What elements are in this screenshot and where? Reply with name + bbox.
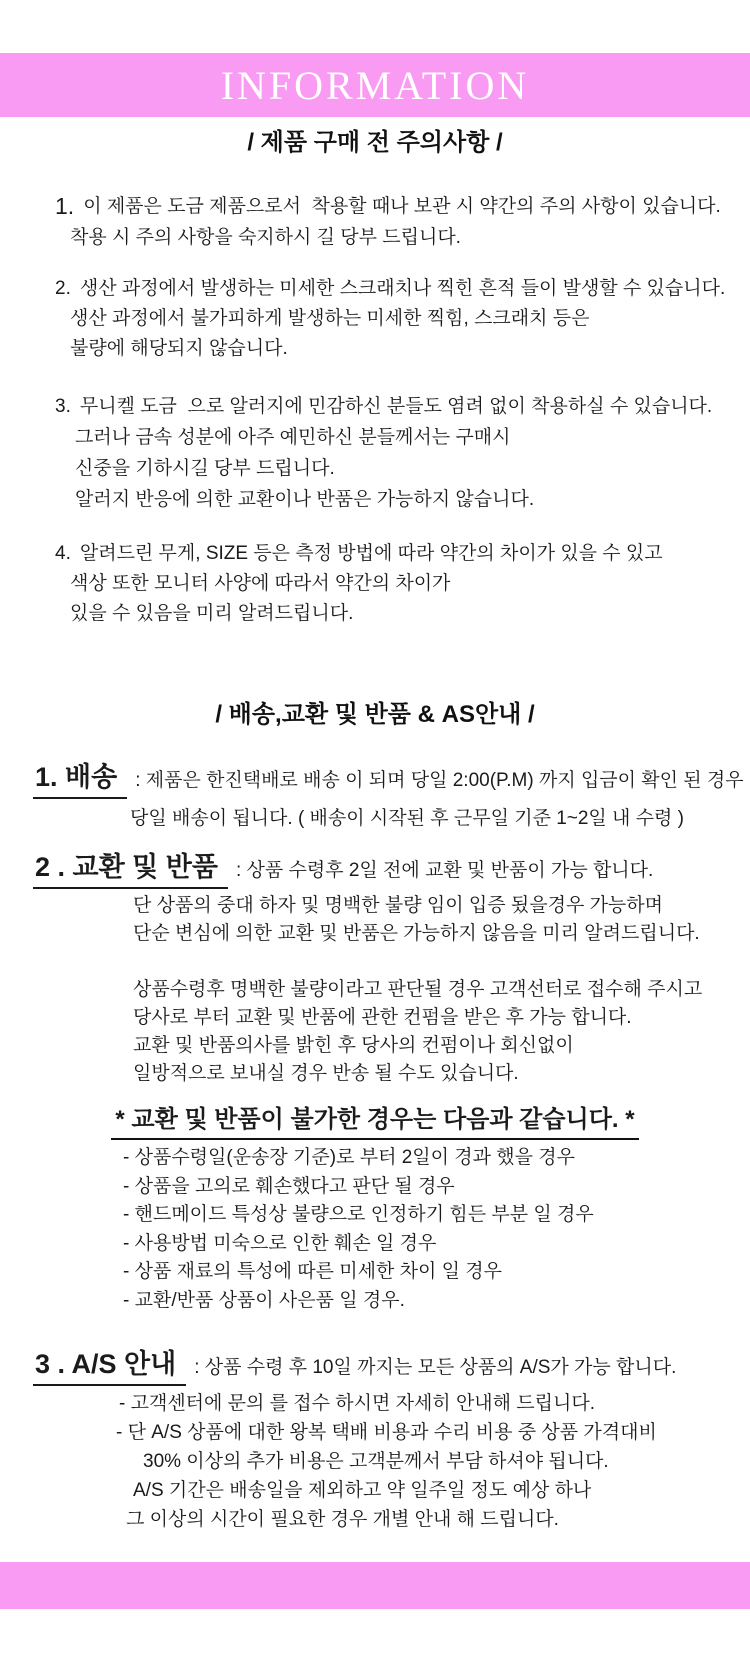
footer-bar (0, 1562, 750, 1609)
precaution-item-2 (55, 274, 725, 364)
item-text: 생산 과정에서 발생하는 미세한 스크래치나 찍힌 흔적 들이 발생할 수 있습니다. (79, 278, 726, 299)
no-exchange-item: - 상품 재료의 특성에 따른 미세한 차이 일 경우 (123, 1261, 502, 1282)
exchange-row (33, 845, 702, 889)
item-number: 4. (55, 543, 71, 564)
item-line (55, 191, 721, 222)
information-banner (0, 53, 750, 117)
guide-heading: / 배송,교환 및 반품 & AS안내 / (215, 701, 535, 728)
as-section (33, 1342, 676, 1534)
no-exchange-list (123, 1144, 594, 1315)
exchange-paragraph-1 (133, 892, 702, 948)
precaution-item-1 (55, 191, 721, 253)
item-line: 신중을 기하시길 당부 드립니다. (75, 458, 335, 479)
item-line: 생산 과정에서 불가피하게 발생하는 미세한 찍힘, 스크래치 등은 (70, 308, 590, 329)
shipping-line: 당일 배송이 됩니다. ( 배송이 시작된 후 근무일 기준 1~2일 내 수령 ) (130, 808, 685, 829)
item-line: 착용 시 주의 사항을 숙지하시 길 당부 드립니다. (70, 227, 461, 248)
exchange-line: 교환 및 반품의사를 밝힌 후 당사의 컨펌이나 회신없이 (133, 1035, 574, 1056)
item-line: 불량에 해당되지 않습니다. (70, 338, 288, 359)
precaution-item-3 (55, 391, 735, 515)
exchange-line: 상품수령후 명백한 불량이라고 판단될 경우 고객선터로 접수해 주시고 (133, 979, 703, 1000)
item-number: 2. (55, 278, 71, 299)
item-line (55, 391, 735, 422)
banner-title: INFORMATION (220, 62, 530, 108)
as-lines (33, 1389, 676, 1534)
item-line: 알러지 반응에 의한 교환이나 반품은 가능하지 않습니다. (75, 489, 535, 510)
item-line: 있을 수 있음을 미리 알려드립니다. (70, 603, 354, 624)
as-label: 3 . A/S 안내 (33, 1342, 186, 1386)
as-line: : 상품 수령 후 10일 까지는 모든 상품의 A/S가 가능 합니다. (194, 1357, 677, 1378)
as-row (33, 1342, 676, 1386)
exchange-label: 2 . 교환 및 반품 (33, 845, 228, 889)
exchange-section (33, 845, 702, 1088)
item-text: 알려드린 무게, SIZE 등은 측정 방법에 따라 약간의 차이가 있을 수 있고 (79, 543, 663, 564)
item-line (55, 274, 725, 304)
item-line: 색상 또한 모니터 사양에 따라서 약간의 차이가 (70, 573, 451, 594)
item-text: 무니켈 도금 으로 알러지에 민감하신 분들도 염려 없이 착용하실 수 있습니다. (79, 396, 713, 417)
shipping-line: : 제품은 한진택배로 배송 이 되며 당일 2:00(P.M) 까지 입금이 확인 된 경우 (135, 770, 744, 791)
item-text: 이 제품은 도금 제품으로서 착용할 때나 보관 시 약간의 주의 사항이 있습니다. (83, 196, 721, 217)
item-line (55, 539, 663, 569)
item-number: 1. (55, 193, 75, 219)
shipping-section (33, 755, 744, 832)
no-exchange-item: - 상품수령일(운송장 기준)로 부터 2일이 경과 했을 경우 (123, 1147, 575, 1168)
item-line: 그러나 금속 성분에 아주 예민하신 분들께서는 구매시 (75, 427, 511, 448)
no-exchange-item: - 교환/반품 상품이 사은품 일 경우. (123, 1289, 405, 1311)
item-number: 3. (55, 396, 71, 417)
shipping-row (33, 755, 744, 799)
shipping-label: 1. 배송 (33, 755, 127, 799)
exchange-line: : 상품 수령후 2일 전에 교환 및 반품이 가능 합니다. (235, 860, 654, 881)
exchange-line: 당사로 부터 교환 및 반품에 관한 컨펌을 받은 후 가능 합니다. (133, 1007, 632, 1028)
as-line: - 단 A/S 상품에 대한 왕복 택배 비용과 수리 비용 중 상품 가격대비 (116, 1422, 657, 1443)
precaution-item-4 (55, 539, 663, 629)
no-exchange-item: - 상품을 고의로 훼손했다고 판단 될 경우 (123, 1175, 455, 1197)
as-line: - 고객센터에 문의 를 접수 하시면 자세히 안내해 드립니다. (119, 1393, 595, 1414)
as-line: 그 이상의 시간이 필요한 경우 개별 안내 해 드립니다. (126, 1509, 559, 1530)
exchange-line: 단순 변심에 의한 교환 및 반품은 가능하지 않음을 미리 알려드립니다. (133, 923, 700, 944)
as-line: 30% 이상의 추가 비용은 고객분께서 부담 하셔야 됩니다. (143, 1451, 609, 1472)
no-exchange-heading: * 교환 및 반품이 불가한 경우는 다음과 같습니다. * (111, 1106, 638, 1140)
exchange-line: 단 상품의 중대 하자 및 명백한 불량 임이 입증 됬을경우 가능하며 (133, 895, 663, 916)
exchange-line: 일방적으로 보내실 경우 반송 될 수도 있습니다. (133, 1063, 519, 1084)
precautions-heading: / 제품 구매 전 주의사항 / (247, 129, 503, 156)
no-exchange-item: - 사용방법 미숙으로 인한 훼손 일 경우 (123, 1232, 437, 1254)
as-line: A/S 기간은 배송일을 제외하고 약 일주일 정도 예상 하나 (133, 1480, 592, 1501)
exchange-paragraph-2 (133, 976, 702, 1088)
no-exchange-item: - 핸드메이드 특성상 불량으로 인정하기 힘든 부분 일 경우 (123, 1204, 594, 1225)
no-exchange-heading-wrap (0, 1106, 750, 1140)
